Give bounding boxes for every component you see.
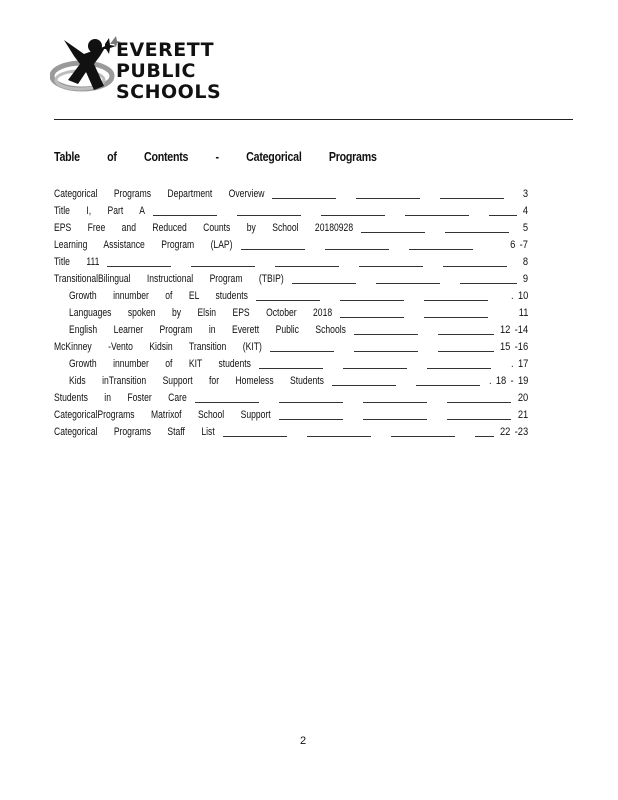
toc-entry[interactable] bbox=[54, 323, 528, 340]
toc-entry-page: 3 bbox=[522, 188, 528, 200]
toc-entry-label: Categorical Programs Department Overview bbox=[54, 188, 265, 200]
toc-entry-label: Students in Foster Care bbox=[54, 392, 187, 404]
toc-leader-line bbox=[279, 419, 343, 420]
toc-entry-page: 4 bbox=[522, 205, 528, 217]
toc-entry-page: 12 -14 bbox=[499, 324, 528, 336]
toc-leader-line bbox=[343, 368, 407, 369]
page-number: 2 bbox=[300, 735, 307, 747]
toc-leader-line bbox=[356, 198, 420, 199]
toc-entry-label: Title I, Part A bbox=[54, 205, 145, 217]
toc-leader-line bbox=[107, 266, 171, 267]
toc-entry[interactable] bbox=[54, 408, 528, 425]
toc-leader-line bbox=[340, 317, 404, 318]
toc-entry[interactable] bbox=[54, 255, 528, 272]
toc-leader-line bbox=[354, 351, 418, 352]
toc-leader-line bbox=[447, 419, 511, 420]
toc-leader-line bbox=[405, 215, 469, 216]
toc-leader-line bbox=[279, 402, 343, 403]
toc-leader-line bbox=[275, 266, 339, 267]
toc-leader-line bbox=[438, 351, 494, 352]
toc-leader-line bbox=[424, 300, 488, 301]
toc-entry-page: 5 bbox=[522, 222, 528, 234]
toc-leader-line bbox=[241, 249, 305, 250]
toc-entry-label: English Learner Program in Everett Public Schools bbox=[69, 324, 346, 336]
toc-entry-page: 9 bbox=[522, 273, 528, 285]
logo-line-2: PUBLIC bbox=[116, 60, 196, 82]
toc-leader-line bbox=[325, 249, 389, 250]
toc-leader-line bbox=[376, 283, 440, 284]
toc-entry-label: Learning Assistance Program (LAP) bbox=[54, 239, 233, 251]
toc-entry[interactable] bbox=[54, 272, 528, 289]
toc-entry[interactable] bbox=[54, 425, 528, 442]
toc-leader-line bbox=[354, 334, 418, 335]
table-of-contents bbox=[54, 187, 528, 442]
toc-leader-line bbox=[332, 385, 396, 386]
toc-leader-line bbox=[475, 436, 494, 437]
toc-entry-label: Languages spoken by Elsin EPS October 2018 bbox=[69, 307, 333, 319]
toc-entry-page: 11 bbox=[518, 307, 528, 319]
toc-entry-label: CategoricalPrograms Matrixof School Support bbox=[54, 409, 271, 421]
toc-entry-page: 8 bbox=[522, 256, 528, 268]
toc-entry[interactable] bbox=[54, 357, 528, 374]
toc-entry-page: 15 -16 bbox=[499, 341, 528, 353]
toc-entry-label: Categorical Programs Staff List bbox=[54, 426, 215, 438]
toc-leader-line bbox=[340, 300, 404, 301]
toc-entry-page: 20 bbox=[517, 392, 528, 404]
toc-entry[interactable] bbox=[54, 289, 528, 306]
toc-heading: Table of Contents - Categorical Programs bbox=[54, 149, 377, 164]
toc-leader-line bbox=[460, 283, 517, 284]
toc-leader-line bbox=[259, 368, 323, 369]
toc-leader-line bbox=[489, 215, 517, 216]
toc-entry[interactable] bbox=[54, 221, 528, 238]
toc-leader-line bbox=[237, 215, 301, 216]
logo-line-1: EVERETT bbox=[116, 39, 215, 61]
toc-entry[interactable] bbox=[54, 187, 528, 204]
toc-entry-page: 21 bbox=[517, 409, 528, 421]
toc-leader-line bbox=[363, 402, 427, 403]
toc-entry[interactable] bbox=[54, 238, 528, 255]
toc-entry-page: 22 -23 bbox=[499, 426, 528, 438]
toc-entry-label: EPS Free and Reduced Counts by School 20180928 bbox=[54, 222, 354, 234]
toc-entry[interactable] bbox=[54, 374, 528, 391]
toc-entry-page: . 10 bbox=[510, 290, 528, 302]
toc-entry-page: . 17 bbox=[510, 358, 528, 370]
toc-leader-line bbox=[321, 215, 385, 216]
toc-leader-line bbox=[191, 266, 255, 267]
toc-leader-line bbox=[292, 283, 356, 284]
header-divider bbox=[54, 119, 573, 120]
toc-entry-label: Growth innumber of EL students bbox=[69, 290, 248, 302]
toc-leader-line bbox=[223, 436, 287, 437]
logo-line-3: SCHOOLS bbox=[116, 81, 222, 103]
toc-leader-line bbox=[409, 249, 473, 250]
toc-entry-label: Growth innumber of KIT students bbox=[69, 358, 251, 370]
toc-leader-line bbox=[361, 232, 425, 233]
toc-entry-label: TransitionalBilingual Instructional Program (TBIP) bbox=[54, 273, 284, 285]
toc-leader-line bbox=[438, 334, 494, 335]
toc-entry[interactable] bbox=[54, 340, 528, 357]
toc-leader-line bbox=[359, 266, 423, 267]
toc-leader-line bbox=[270, 351, 334, 352]
toc-entry-label: Kids inTransition Support for Homeless Students bbox=[69, 375, 324, 387]
toc-leader-line bbox=[363, 419, 427, 420]
toc-leader-line bbox=[153, 215, 217, 216]
toc-leader-line bbox=[427, 368, 491, 369]
toc-entry[interactable] bbox=[54, 204, 528, 221]
toc-leader-line bbox=[424, 317, 488, 318]
toc-entry[interactable] bbox=[54, 306, 528, 323]
toc-leader-line bbox=[391, 436, 455, 437]
toc-entry-label: McKinney -Vento Kidsin Transition (KIT) bbox=[54, 341, 262, 353]
toc-leader-line bbox=[445, 232, 509, 233]
district-name bbox=[116, 40, 221, 103]
toc-leader-line bbox=[447, 402, 511, 403]
toc-entry-page: . 18 - 19 bbox=[488, 375, 528, 387]
toc-entry[interactable] bbox=[54, 391, 528, 408]
toc-leader-line bbox=[307, 436, 371, 437]
toc-leader-line bbox=[195, 402, 259, 403]
toc-leader-line bbox=[256, 300, 320, 301]
toc-entry-page: 6 -7 bbox=[510, 239, 528, 251]
toc-leader-line bbox=[443, 266, 507, 267]
toc-leader-line bbox=[272, 198, 336, 199]
toc-leader-line bbox=[416, 385, 480, 386]
toc-leader-line bbox=[440, 198, 504, 199]
toc-entry-label: Title 111 bbox=[54, 256, 100, 268]
